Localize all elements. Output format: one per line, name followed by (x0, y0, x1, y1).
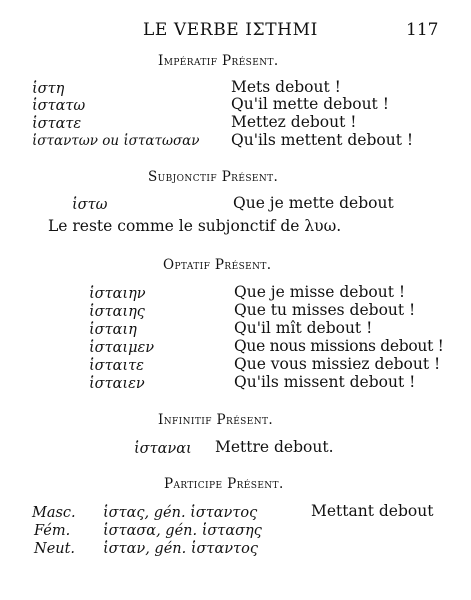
optative-greek-1: ἱσταιην (89, 286, 146, 302)
optative-greek-4: ἱσταιμεν (89, 340, 155, 356)
optative-greek-2: ἱσταιης (89, 304, 145, 320)
participle-greek-masc: ἱστας, gén. ἱσταντος (103, 505, 258, 521)
participle-label-masc: Masc. (32, 505, 76, 521)
participle-heading: Participe Présent. (164, 476, 284, 492)
optative-french-6: Qu'ils missent debout ! (234, 373, 416, 391)
optative-french-1: Que je misse debout ! (234, 283, 406, 301)
optative-greek-3: ἱσταιη (89, 322, 137, 338)
imperative-heading: Impératif Présent. (158, 53, 279, 69)
optative-greek-5: ἱσταιτε (89, 358, 144, 374)
imperative-french-1: Mets debout ! (231, 78, 341, 96)
page-number: 117 (406, 20, 439, 40)
imperative-greek-3: ἱστατε (32, 116, 82, 132)
running-title: LE VERBE ΙΣΤΗΜΙ (143, 20, 318, 40)
infinitive-french: Mettre debout. (215, 438, 334, 456)
optative-french-4: Que nous missions debout ! (234, 337, 444, 355)
infinitive-greek: ἱσταναι (134, 441, 192, 457)
imperative-greek-4: ἱσταντων ou ἱστατωσαν (32, 133, 200, 149)
subjunctive-heading: Subjonctif Présent. (148, 169, 279, 185)
optative-heading: Optatif Présent. (163, 257, 272, 273)
optative-french-2: Que tu misses debout ! (234, 301, 416, 319)
imperative-french-2: Qu'il mette debout ! (231, 95, 389, 113)
subjunctive-french-1: Que je mette debout (233, 194, 394, 212)
optative-french-3: Qu'il mît debout ! (234, 319, 373, 337)
participle-greek-fem: ἱστασα, gén. ἱστασης (103, 523, 262, 539)
imperative-greek-1: ἱστη (32, 81, 65, 97)
infinitive-heading: Infinitif Présent. (158, 412, 274, 428)
participle-greek-neut: ἱσταν, gén. ἱσταντος (103, 541, 258, 557)
imperative-french-4: Qu'ils mettent debout ! (231, 131, 414, 149)
participle-label-fem: Fém. (34, 523, 71, 539)
imperative-greek-2: ἱστατω (32, 98, 86, 114)
subjunctive-greek-1: ἱστω (72, 197, 108, 213)
subjunctive-note: Le reste comme le subjonctif de λυω. (48, 217, 342, 235)
participle-label-neut: Neut. (34, 541, 76, 557)
participle-french-masc: Mettant debout (311, 502, 434, 520)
optative-greek-6: ἱσταιεν (89, 376, 145, 392)
optative-french-5: Que vous missiez debout ! (234, 355, 441, 373)
imperative-french-3: Mettez debout ! (231, 113, 357, 131)
